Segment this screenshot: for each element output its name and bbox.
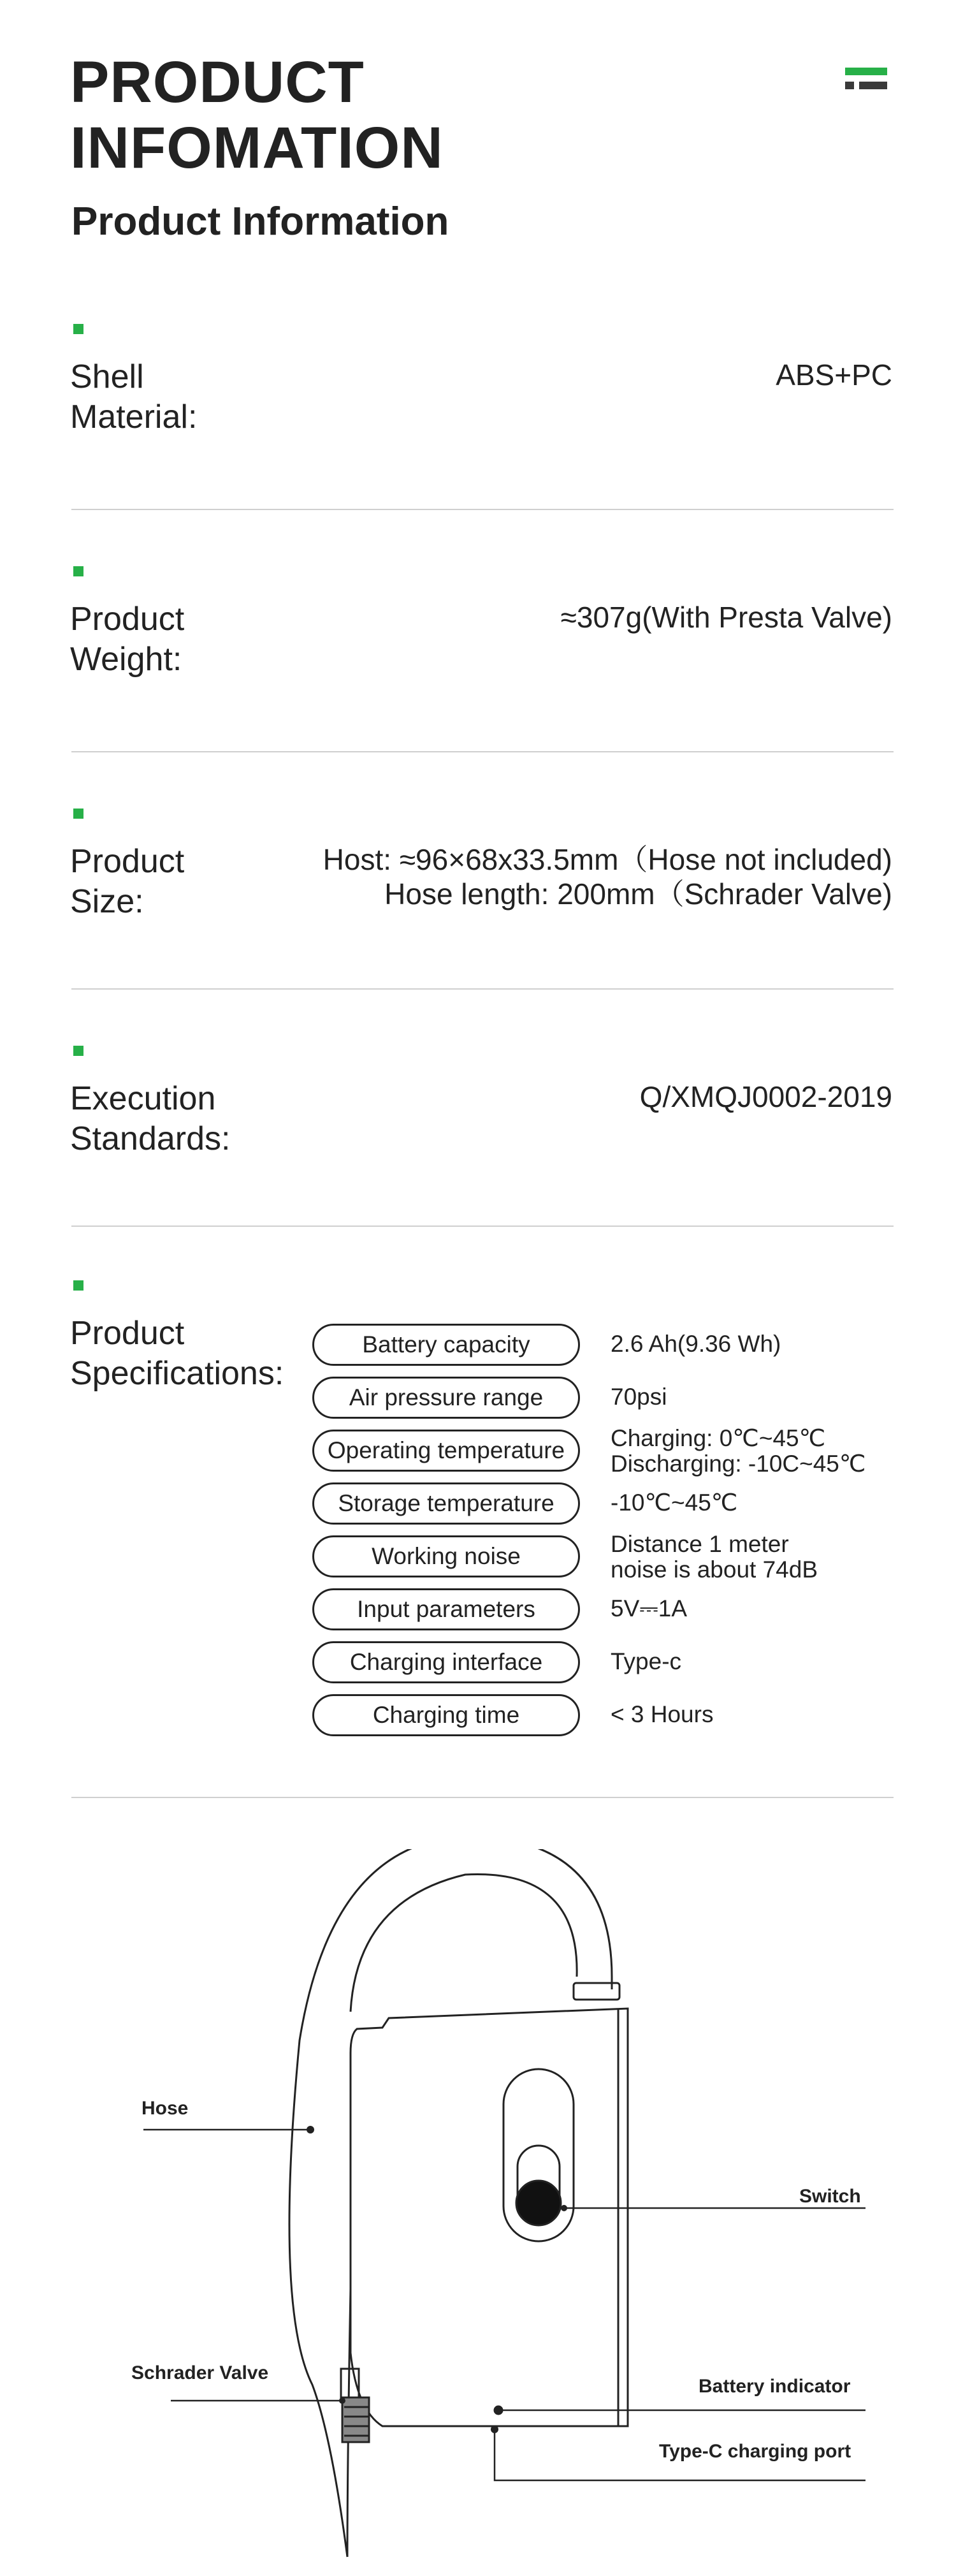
bullet-marker bbox=[73, 1046, 83, 1056]
spec-name-pill: Charging time bbox=[312, 1694, 580, 1736]
spec-name-pill: Input parameters bbox=[312, 1588, 580, 1630]
spec-name-pill: Storage temperature bbox=[312, 1482, 580, 1525]
section-label: Execution Standards: bbox=[70, 1080, 231, 1158]
diagram-label-hose: Hose bbox=[141, 2098, 189, 2119]
pump-body bbox=[351, 2009, 628, 2426]
menu-icon[interactable] bbox=[845, 68, 887, 89]
spec-value: Type-c bbox=[611, 1648, 682, 1674]
section-label: Shell Material: bbox=[70, 358, 198, 436]
section-shell-material bbox=[70, 324, 892, 436]
section-product-weight bbox=[70, 566, 892, 678]
spec-value: 70psi bbox=[611, 1384, 667, 1410]
spec-value: -10℃~45℃ bbox=[611, 1489, 738, 1516]
spec-value: < 3 Hours bbox=[611, 1701, 714, 1727]
product-line-drawing bbox=[0, 1849, 956, 2576]
spec-value: Distance 1 meter noise is about 74dB bbox=[611, 1531, 818, 1583]
section-label: Product Weight: bbox=[70, 601, 185, 678]
section-label: Product Size: bbox=[70, 843, 185, 921]
bullet-marker bbox=[73, 324, 83, 334]
section-product-size bbox=[70, 809, 892, 921]
spec-value: Charging: 0℃~45℃ Discharging: -10C~45℃ bbox=[611, 1425, 866, 1477]
spec-value: 5V⎓1A bbox=[611, 1595, 688, 1621]
spec-value: 2.6 Ah(9.36 Wh) bbox=[611, 1331, 781, 1357]
switch-knob bbox=[516, 2181, 561, 2225]
section-value: ≈307g(With Presta Valve) bbox=[560, 601, 892, 634]
section-value: Host: ≈96×68x33.5mm（Hose not included) Hose length: 200mm（Schrader Valve) bbox=[322, 843, 892, 911]
page-title-line1: PRODUCT bbox=[70, 50, 365, 115]
divider bbox=[71, 751, 894, 752]
divider bbox=[71, 988, 894, 990]
divider bbox=[71, 1797, 894, 1798]
bullet-marker bbox=[73, 809, 83, 819]
diagram-label-schrader-valve: Schrader Valve bbox=[131, 2362, 269, 2383]
spec-name-pill: Working noise bbox=[312, 1535, 580, 1577]
hose-outline bbox=[289, 1849, 612, 2557]
diagram-label-battery-indicator: Battery indicator bbox=[699, 2376, 851, 2397]
spec-name-pill: Air pressure range bbox=[312, 1377, 580, 1419]
diagram-label-switch: Switch bbox=[799, 2186, 861, 2207]
menu-icon-bar-top bbox=[845, 68, 887, 75]
menu-icon-bar-left bbox=[845, 82, 854, 89]
section-value: ABS+PC bbox=[776, 358, 892, 392]
bullet-marker bbox=[73, 566, 83, 576]
section-execution-standards bbox=[70, 1046, 892, 1158]
divider bbox=[71, 509, 894, 510]
bullet-marker bbox=[73, 1280, 83, 1291]
section-value: Q/XMQJ0002-2019 bbox=[639, 1080, 892, 1113]
spec-name-pill: Operating temperature bbox=[312, 1430, 580, 1472]
page-title bbox=[70, 50, 444, 181]
spec-name-pill: Battery capacity bbox=[312, 1324, 580, 1366]
divider bbox=[71, 1226, 894, 1227]
page-title-line2: INFOMATION bbox=[70, 115, 444, 181]
spec-name-pill: Charging interface bbox=[312, 1641, 580, 1683]
page-subtitle: Product Information bbox=[71, 200, 449, 244]
section-label: Product Specifications: bbox=[70, 1315, 284, 1393]
menu-icon-bar-right bbox=[859, 82, 887, 89]
diagram-label-typec-port: Type-C charging port bbox=[659, 2441, 851, 2462]
